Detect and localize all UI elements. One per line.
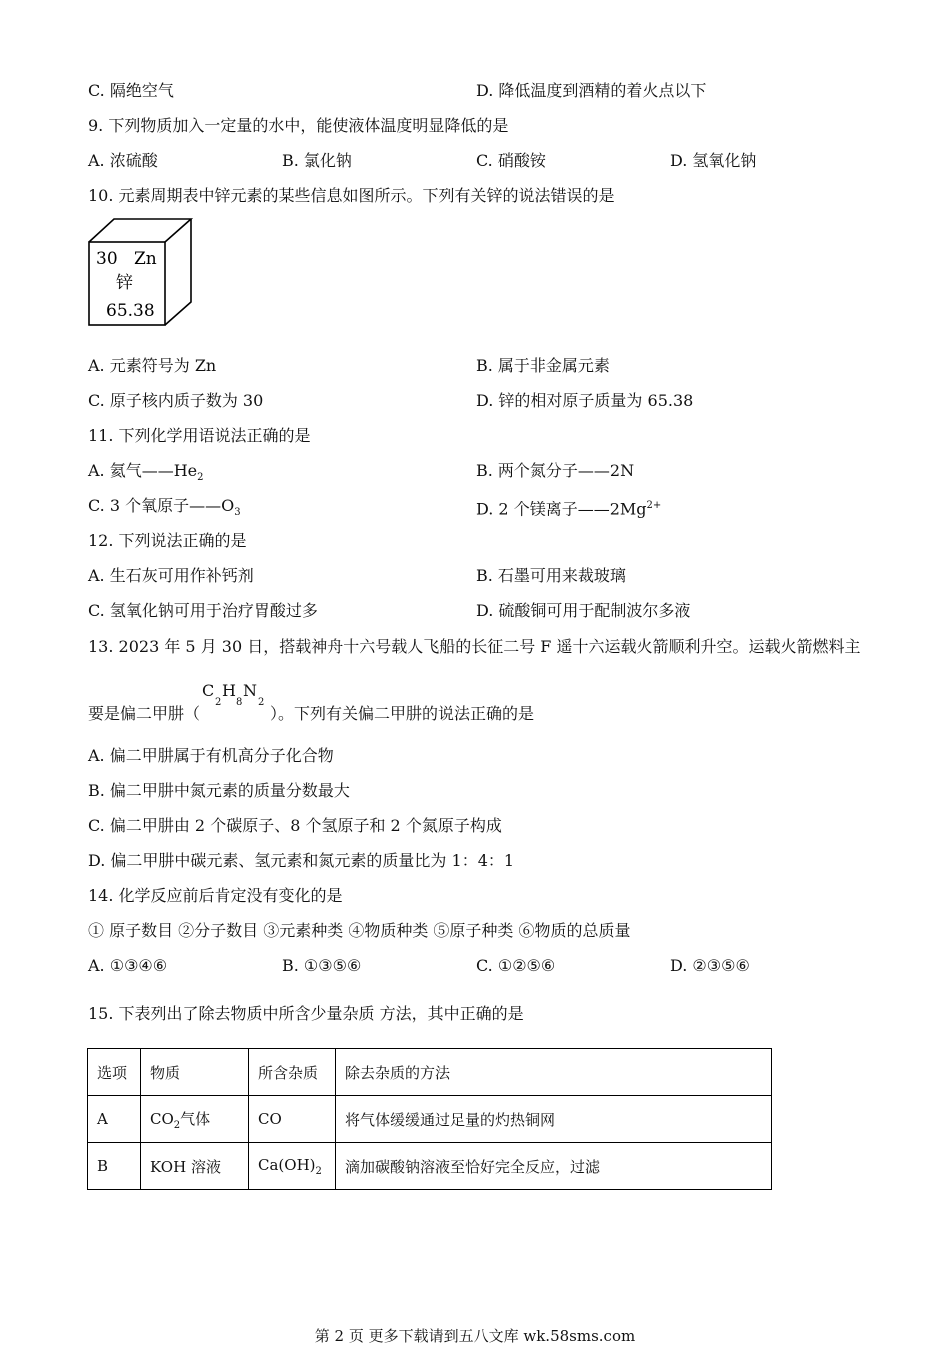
q11-stem: 11. 下列化学用语说法正确的是: [88, 426, 311, 445]
q10-stem: 10. 元素周期表中锌元素的某些信息如图所示。下列有关锌的说法错误的是: [88, 186, 615, 205]
q12-option-a: A. 生石灰可用作补钙剂: [88, 566, 254, 585]
q13-stem-line2: 要是偏二甲肼（ C 2 H 8 N 2 ）。下列有关偏二甲肼的说法正确的是: [88, 681, 535, 723]
q14-items: ① 原子数目 ②分子数目 ③元素种类 ④物质种类 ⑤原子种类 ⑥物质的总质量: [88, 921, 631, 940]
row-b-option: B: [88, 1143, 141, 1190]
table-row: [88, 1143, 772, 1190]
row-b-impurity: $Ca(OH)_2$: [249, 1143, 336, 1190]
row-a-substance: $CO_2$气体: [141, 1096, 249, 1143]
impurity-removal-table: [87, 1048, 772, 1190]
row-a-impurity: CO: [249, 1096, 336, 1143]
q8-option-c: C. 隔绝空气: [88, 81, 174, 100]
hydrazine-formula: C 2 H 8 N 2: [202, 681, 265, 708]
page-footer: 第 2 页 更多下载请到五八文库 wk.58sms.com: [314, 1327, 636, 1345]
q13-option-b: B. 偏二甲肼中氮元素的质量分数最大: [88, 781, 350, 800]
q10-option-d: D. 锌的相对原子质量为 65.38: [476, 391, 694, 410]
q9-stem: 9. 下列物质加入一定量的水中，能使液体温度明显降低的是: [88, 116, 509, 135]
q14-option-a: A. ①③④⑥: [88, 956, 168, 975]
q8-option-d: D. 降低温度到酒精的着火点以下: [476, 81, 707, 100]
q12-option-c: C. 氢氧化钠可用于治疗胃酸过多: [88, 601, 318, 620]
q12-option-b: B. 石墨可用来裁玻璃: [476, 566, 626, 585]
header-substance: 物质: [141, 1049, 249, 1096]
zinc-element-cell: [88, 218, 194, 332]
q12-stem: 12. 下列说法正确的是: [88, 531, 247, 550]
q10-option-c: C. 原子核内质子数为 30: [88, 391, 264, 410]
row-b-method: 滴加碳酸钠溶液至恰好完全反应，过滤: [336, 1143, 772, 1190]
q14-option-d: D. ②③⑤⑥: [670, 956, 750, 975]
q11-option-c: C. 3 个氧原子$——O_3$: [88, 496, 241, 519]
q15-stem: 15. 下表列出了除去物质中所含少量杂质 方法，其中正确的是: [88, 1004, 524, 1023]
header-impurity: 所含杂质: [249, 1049, 336, 1096]
zinc-name: 锌: [116, 273, 133, 293]
q9-option-c: C. 硝酸铵: [476, 151, 546, 170]
row-a-option: A: [88, 1096, 141, 1143]
q11-option-b: B. 两个氮分子——2N: [476, 461, 635, 480]
q13-option-a: A. 偏二甲肼属于有机高分子化合物: [88, 746, 334, 765]
q14-stem: 14. 化学反应前后肯定没有变化的是: [88, 886, 343, 905]
zinc-symbol: Zn: [134, 249, 157, 269]
q13-option-d: D. 偏二甲肼中碳元素、氢元素和氮元素的质量比为 1：4：1: [88, 851, 515, 870]
row-b-substance: KOH 溶液: [141, 1143, 249, 1190]
q13-option-c: C. 偏二甲肼由 2 个碳原子、8 个氢原子和 2 个氮原子构成: [88, 816, 502, 835]
q10-option-b: B. 属于非金属元素: [476, 356, 610, 375]
q14-option-c: C. ①②⑤⑥: [476, 956, 556, 975]
header-option: 选项: [88, 1049, 141, 1096]
row-a-method: 将气体缓缓通过足量的灼热铜网: [336, 1096, 772, 1143]
zinc-atomic-number: 30: [96, 249, 118, 269]
table-header-row: [88, 1049, 772, 1096]
q9-option-a: A. 浓硫酸: [88, 151, 158, 170]
q11-option-d: D. 2 个镁离子$——2Mg^{2+}$: [476, 499, 662, 519]
table-row: [88, 1096, 772, 1143]
q9-option-b: B. 氯化钠: [282, 151, 352, 170]
q12-option-d: D. 硫酸铜可用于配制波尔多液: [476, 601, 691, 620]
q14-option-b: B. ①③⑤⑥: [282, 956, 362, 975]
q9-option-d: D. 氢氧化钠: [670, 151, 757, 170]
zinc-atomic-mass: 65.38: [106, 301, 155, 321]
q11-option-a: A. 氦气$——He_2$: [88, 461, 204, 484]
header-method: 除去杂质的方法: [336, 1049, 772, 1096]
q13-stem-line1: 13. 2023 年 5 月 30 日，搭载神舟十六号载人飞船的长征二号 F 遥十六运载火箭顺利升空。运载火箭燃料主: [88, 637, 861, 656]
q10-option-a: A. 元素符号为 Zn: [88, 356, 217, 375]
